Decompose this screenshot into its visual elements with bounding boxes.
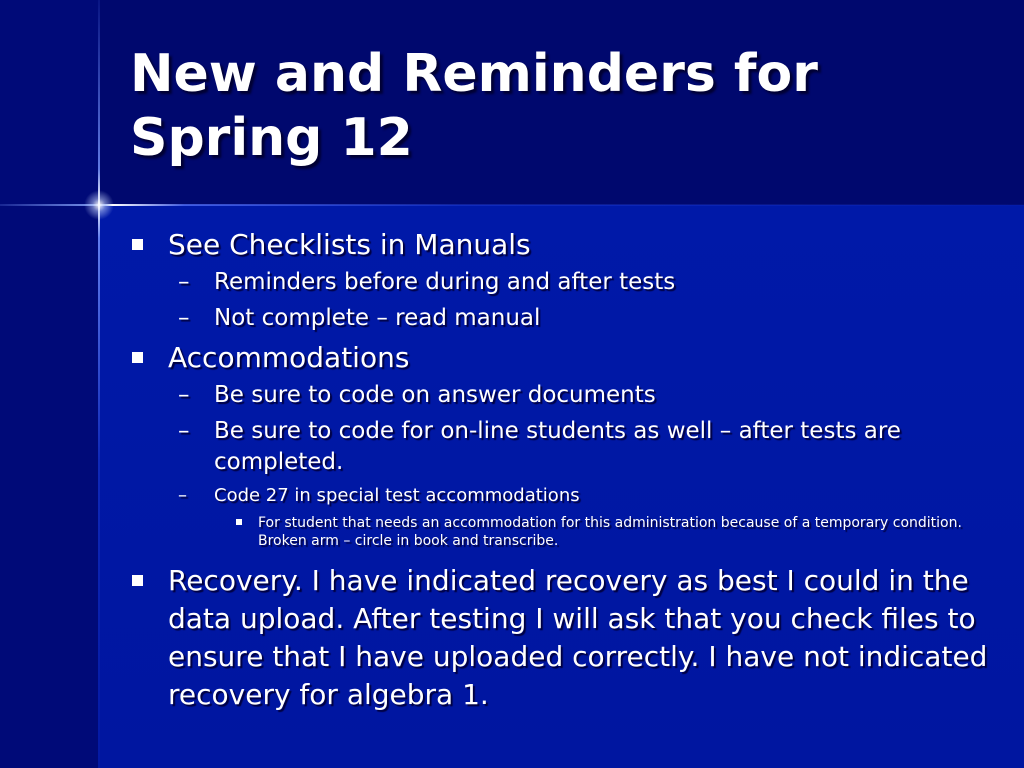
sub-sub-bullet-text: For student that needs an accommodation for this administration because of a temporary condition. Broken arm – circle in book and transcribe.	[258, 515, 962, 549]
bullet-item	[130, 562, 1000, 714]
dash-bullet-icon: –	[178, 485, 187, 506]
vertical-accent-line	[98, 0, 100, 768]
bullet-text: Recovery. I have indicated recovery as best I could in the data upload. After testing I will ask that you check files to ensure that I have uploaded correctly. I have not indicated recovery for algebra 1.	[168, 564, 988, 711]
bullet-item	[130, 226, 1000, 264]
sub-bullet-text: Code 27 in special test accommodations	[214, 485, 580, 506]
sub-sub-bullet-item	[258, 514, 1000, 550]
dash-bullet-icon: –	[178, 418, 190, 444]
square-bullet-icon	[132, 575, 143, 586]
sub-bullet-text: Not complete – read manual	[214, 305, 541, 331]
sub-bullet-text: Be sure to code on answer documents	[214, 382, 656, 408]
slide-title: New and Reminders for Spring 12	[130, 44, 818, 168]
slide-content	[130, 226, 1000, 717]
dash-bullet-icon: –	[178, 305, 190, 331]
sub-bullet-text: Reminders before during and after tests	[214, 269, 676, 295]
sub-bullet-item	[178, 416, 1000, 478]
left-band	[0, 0, 98, 768]
dash-bullet-icon: –	[178, 269, 190, 295]
small-square-bullet-icon	[236, 519, 242, 525]
sub-bullet-item	[178, 267, 1000, 298]
sub-bullet-text: Be sure to code for on-line students as well – after tests are completed.	[214, 418, 901, 475]
square-bullet-icon	[132, 352, 143, 363]
square-bullet-icon	[132, 239, 143, 250]
sub-bullet-item	[178, 483, 1000, 509]
bullet-text: Accommodations	[168, 341, 410, 374]
sparkle-glow	[84, 190, 114, 220]
horizontal-accent-line	[0, 204, 1024, 206]
bullet-item	[130, 339, 1000, 377]
sub-bullet-item	[178, 380, 1000, 411]
bullet-text: See Checklists in Manuals	[168, 228, 531, 261]
sub-bullet-item	[178, 303, 1000, 334]
dash-bullet-icon: –	[178, 382, 190, 408]
